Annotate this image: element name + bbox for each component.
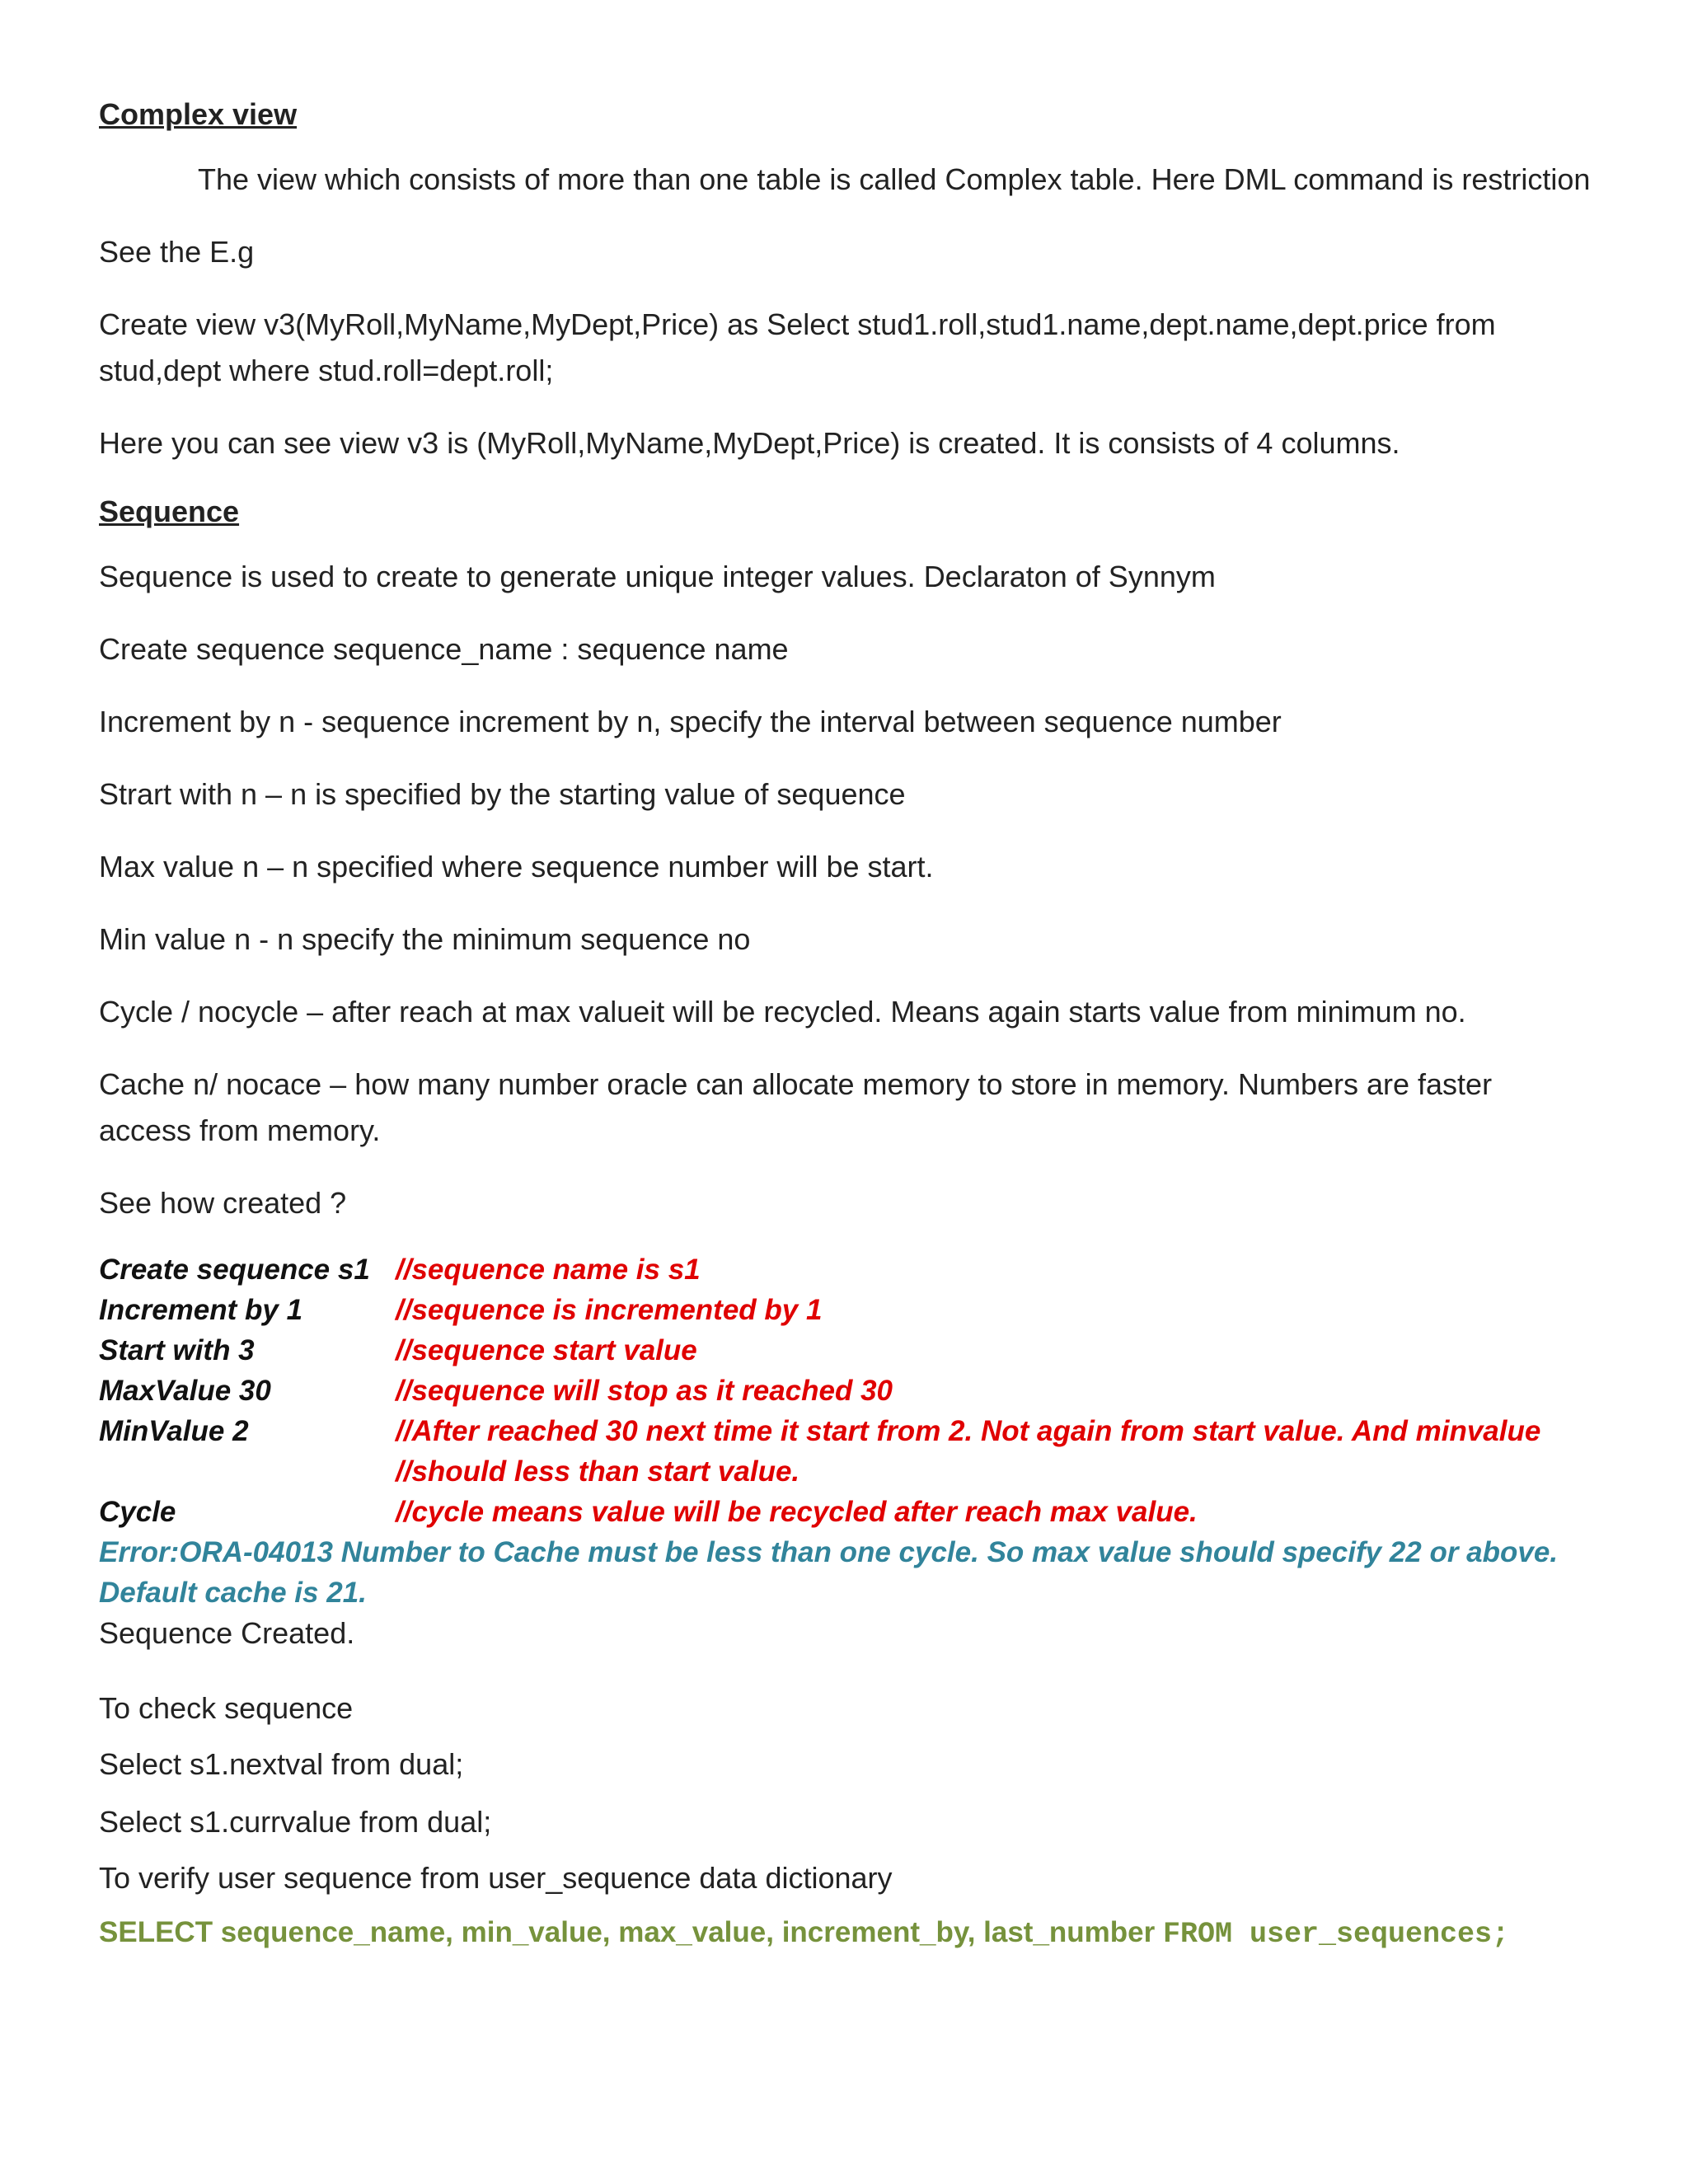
code-comment: //After reached 30 next time it start from 2. Not again from start value. And minvalue //should less than start value. (396, 1415, 1541, 1488)
code-line (99, 1249, 1591, 1290)
ora-error-message: Error:ORA-04013 Number to Cache must be less than one cycle. So max value should specify 22 or above. Default cache is 21. (99, 1536, 1559, 1609)
sql-from-part: FROM user_sequences; (1162, 1918, 1510, 1951)
code-keyword: Increment by 1 (99, 1294, 303, 1326)
sequence-item: Strart with n – n is specified by the starting value of sequence (99, 777, 906, 811)
sequence-item: Sequence is used to create to generate unique integer values. Declaraton of Synnym (99, 560, 1216, 593)
code-line (99, 1290, 1591, 1330)
code-comment: //sequence name is s1 (396, 1254, 701, 1286)
currval-query: Select s1.currvalue from dual; (99, 1805, 492, 1839)
code-keyword: MinValue 2 (99, 1415, 249, 1447)
code-keyword: Start with 3 (99, 1334, 255, 1366)
sequence-item: Increment by n - sequence increment by n, specify the interval between sequence number (99, 705, 1282, 738)
create-sequence-code-block (99, 1249, 1591, 1532)
verify-sequence-label: To verify user sequence from user_sequence data dictionary (99, 1861, 893, 1895)
code-keyword: MaxValue 30 (99, 1375, 271, 1407)
sequence-item: Min value n - n specify the minimum sequence no (99, 922, 751, 956)
sequence-item: Cache n/ nocace – how many number oracle can allocate memory to store in memory. Numbers are faster access from memory. (99, 1067, 1493, 1147)
sequence-item: Create sequence sequence_name : sequence name (99, 632, 789, 666)
document-page (99, 97, 1591, 1956)
example-label: See the E.g (99, 235, 255, 269)
code-line (99, 1492, 1591, 1532)
code-keyword: Create sequence s1 (99, 1254, 370, 1286)
code-line (99, 1371, 1591, 1411)
code-line (99, 1411, 1591, 1492)
sql-select-part: SELECT sequence_name, min_value, max_value, increment_by, last_number (99, 1916, 1163, 1948)
code-line (99, 1330, 1591, 1371)
code-comment: //sequence is incremented by 1 (396, 1294, 823, 1326)
sequence-item: Cycle / nocycle – after reach at max valueit will be recycled. Means again starts value from minimum no. (99, 995, 1466, 1029)
code-comment: //sequence will stop as it reached 30 (396, 1375, 893, 1407)
user-sequences-query (99, 1911, 1591, 1956)
create-view-statement: Create view v3(MyRoll,MyName,MyDept,Price) as Select stud1.roll,stud1.name,dept.name,dept.price from stud,dept where stud.roll=dept.roll; (99, 307, 1496, 387)
sequence-created-message: Sequence Created. (99, 1616, 355, 1650)
check-sequence-label: To check sequence (99, 1691, 354, 1725)
sequence-heading: Sequence (99, 494, 240, 528)
code-comment: //sequence start value (396, 1334, 697, 1366)
code-comment: //cycle means value will be recycled after reach max value. (396, 1496, 1198, 1528)
sequence-item: See how created ? (99, 1186, 347, 1220)
view-explanation: Here you can see view v3 is (MyRoll,MyName,MyDept,Price) is created. It is consists of 4 columns. (99, 426, 1400, 460)
code-keyword: Cycle (99, 1496, 176, 1528)
complex-view-heading: Complex view (99, 97, 298, 131)
sequence-item: Max value n – n specified where sequence number will be start. (99, 850, 934, 883)
nextval-query: Select s1.nextval from dual; (99, 1747, 464, 1781)
complex-view-paragraph: The view which consists of more than one table is called Complex table. Here DML command is restriction (198, 162, 1591, 196)
